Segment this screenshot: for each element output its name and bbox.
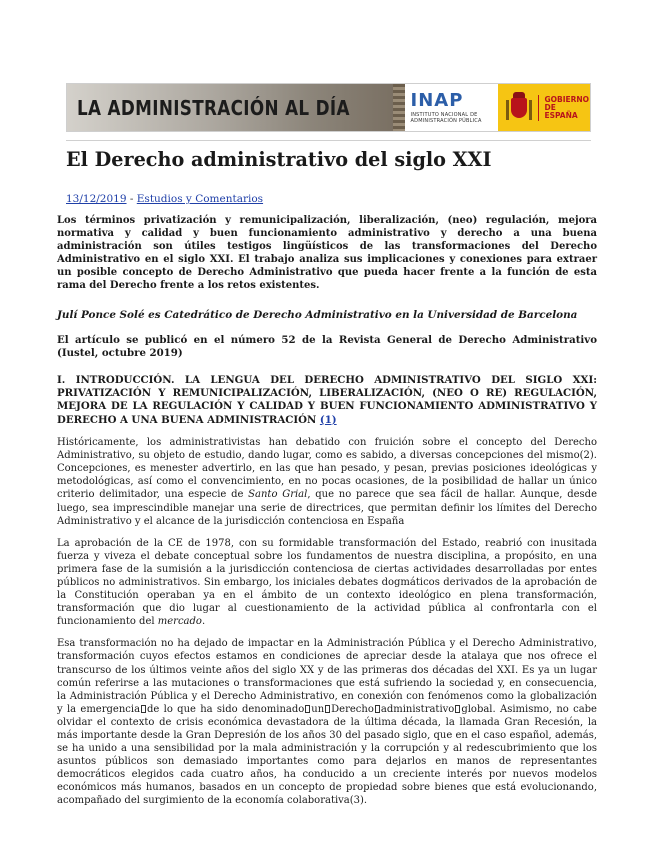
paragraph-3-b: global. Asimismo, no cabe olvidar el contexto de crisis económica devastadora de la última década, la llamada Gran Recesión, la más importante desde la Gran Depresión de los años 30 del pasado siglo, que en el caso español, además, se ha unido a una sensibilidad por la mala administración y la corrupción y al redescubrimiento que los asuntos públicos son demasiado importantes como para dejarlos en manos de representantes democráticos elegidos cada cuatro años, ha conducido a un creciente interés por nuevos modelos económicos más humanos, basados en un concepto de propiedad sobre bienes que está evolucionando, acompañado del surgimiento de la economía colaborativa(3). — [57, 703, 597, 807]
header-divider — [66, 140, 591, 141]
publication-note: El artículo se publicó en el número 52 de la Revista General de Derecho Administrativo (Iustel, octubre 2019) — [57, 333, 597, 359]
gov-divider — [538, 95, 539, 121]
banner-decoration — [393, 84, 404, 131]
inap-subtitle: INSTITUTO NACIONAL DE ADMINISTRACIÓN PÚBLICA — [410, 111, 482, 124]
paragraph-2-b: . — [201, 616, 206, 628]
paragraph-3-a: Esa transformación no ha dejado de impactar en la Administración Pública y el Derecho Administrativo, transformación cuyos efectos estamos en condiciones de apreciar desde la atalaya que nos ofrece el transcurso de los últimos veinte años del siglo XX y de las primeras dos décadas del XXI. Es ya un lugar común referirse a las mutaciones o transformaciones que está sufriendo la sociedad y, en consecuencia, la Administración Pública y el Derecho Administrativo, en conexión con fenómenos como la globalización y la emergencia — [57, 638, 597, 715]
missing-glyph-icon — [455, 705, 460, 713]
gov-line2: DE ESPAÑA — [544, 102, 578, 120]
paragraph-1 — [57, 436, 597, 528]
author-line: Julí Ponce Solé es Catedrático de Derecho Administrativo en la Universidad de Barcelona — [57, 308, 578, 321]
article-meta — [66, 193, 263, 205]
missing-glyph-icon — [141, 705, 146, 713]
article-intro: Los términos privatización y remunicipalización, liberalización, (neo) regulación, mejora normativa y calidad y buen funcionamiento administrativo y derecho a una buena administración son útiles testigos lingüísticos de las transformaciones del Derecho Administrativo en el siglo XXI. El trabajo analiza sus implicaciones y conexiones para extraer un posible concepto de Derecho Administrativo que pueda hacer frente a la función de esta rama del Derecho frente a los retos existentes. — [57, 215, 597, 292]
missing-glyph-icon — [305, 705, 310, 713]
coat-of-arms-icon — [506, 92, 531, 124]
paragraph-1-a: Históricamente, los administrativistas han debatido con fruición sobre el concepto del Derecho Administrativo, su objeto de estudio, dando lugar, como es sabido, a diversas concepciones del mismo(2). Concepciones, es menester advertirlo, en las que han pesado, y pesan, previas posiciones ideológicas y metodológicas, así como el convencimiento, en no pocas ocasiones, de la posibilidad de hallar un único criterio delimitador, una especie de — [57, 437, 597, 501]
paragraph-3-w2: un — [311, 703, 325, 715]
paragraph-3-w4: administrativo — [380, 703, 455, 715]
site-banner[interactable] — [66, 83, 591, 132]
category-link[interactable]: Estudios y Comentarios — [136, 193, 264, 205]
inap-wordmark: INAP — [410, 89, 464, 111]
banner-title: LA ADMINISTRACIÓN AL DÍA — [77, 95, 350, 120]
article-date-link[interactable]: 13/12/2019 — [66, 193, 127, 205]
missing-glyph-icon — [375, 705, 380, 713]
paragraph-3-w3: Derecho — [331, 703, 374, 715]
paragraph-3 — [57, 637, 597, 807]
section-heading — [57, 374, 597, 427]
inap-logo[interactable] — [405, 84, 499, 131]
gov-line1: GOBIERNO — [544, 94, 590, 104]
government-logo[interactable] — [498, 84, 590, 131]
paragraph-1-b: , que no parece que sea fácil de hallar. Aunque, desde luego, sea imprescindible manejar una serie de directrices, que permitan definir los límites del Derecho Administrativo y el alcance de la jurisdicción contenciosa en España — [57, 489, 597, 527]
paragraph-2 — [57, 537, 597, 629]
paragraph-2-a: La aprobación de la CE de 1978, con su formidable transformación del Estado, reabrió con inusitada fuerza y viveza el debate conceptual sobre los fundamentos de nuestra disciplina, a propósito, en una primera fase de la sumisión a la jurisdicción contenciosa de ciertas actividades desarrolladas por entes públicos no administrativos. Sin embargo, los iniciales debates dogmáticos derivados de la aprobación de la Constitución operaban ya en el ámbito de un contexto ideológico en plena transformación, transformación que dio lugar al cuestionamiento de la actividad pública al confrontarla con el funcionamiento del — [57, 537, 597, 628]
article-title: El Derecho administrativo del siglo XXI — [66, 147, 492, 171]
paragraph-3-w1: de lo que ha sido denominado — [147, 703, 305, 715]
section-heading-text: I. INTRODUCCIÓN. LA LENGUA DEL DERECHO ADMINISTRATIVO DEL SIGLO XXI: PRIVATIZACIÓN Y REMUNICIPALIZACIÓN, LIBERALIZACIÓN, (NEO O RE) REGULACIÓN, MEJORA DE LA REGULACIÓN Y CALIDAD Y BUEN FUNCIONAMIENTO ADMINISTRATIVO Y DERECHO A UNA BUENA ADMINISTRACIÓN — [57, 373, 597, 426]
meta-separator: - — [126, 193, 137, 205]
banner-title-area — [67, 84, 393, 131]
missing-glyph-icon — [325, 705, 330, 713]
paragraph-2-em: mercado — [157, 616, 202, 628]
footnote-ref-1[interactable]: (1) — [319, 413, 337, 426]
article-body — [57, 214, 597, 808]
gov-text — [544, 96, 590, 120]
paragraph-1-em: Santo Grial — [248, 489, 308, 501]
